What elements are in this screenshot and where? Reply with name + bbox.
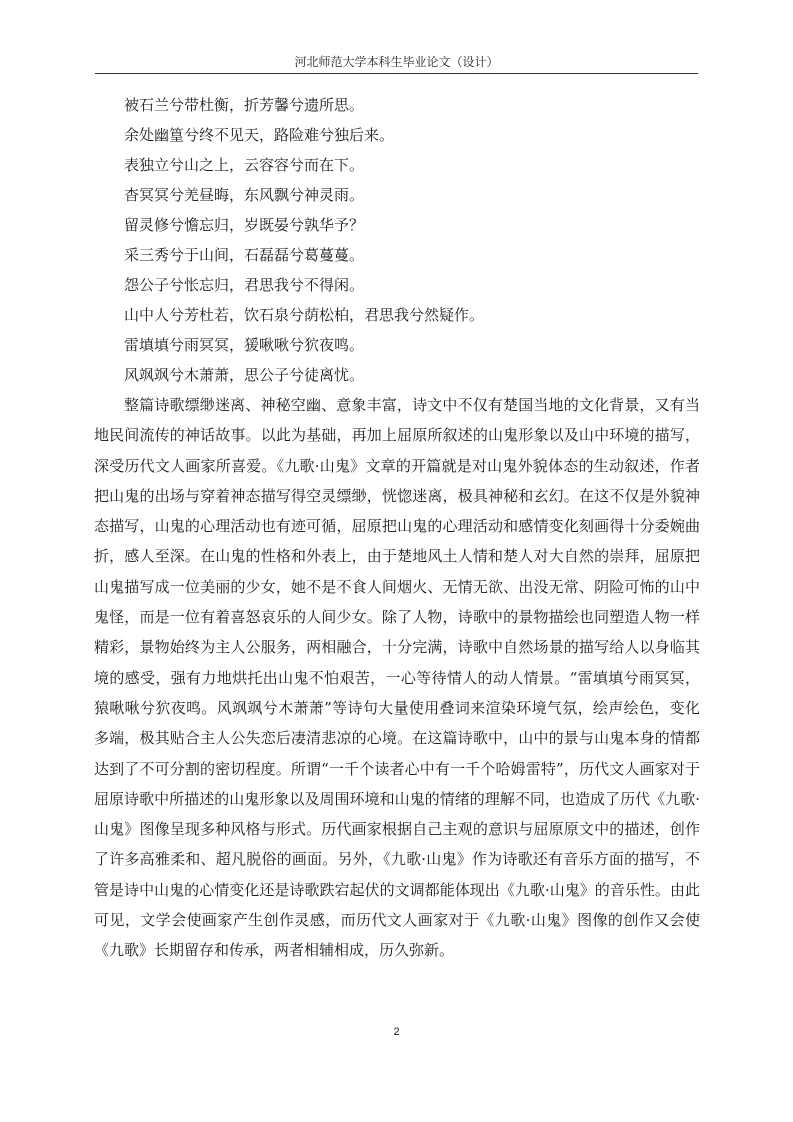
poem-line: 留灵修兮憺忘归，岁既晏兮孰华予？	[124, 216, 365, 234]
header-title: 河北师范大学本科生毕业论文（设计）	[294, 55, 499, 69]
poem-line: 山中人兮芳杜若，饮石泉兮荫松柏，君思我兮然疑作。	[124, 306, 485, 324]
poem-line: 杳冥冥兮羌昼晦，东风飘兮神灵雨。	[124, 186, 365, 204]
poem-line: 采三秀兮于山间，石磊磊兮葛蔓蔓。	[124, 246, 365, 264]
poem-line: 雷填填兮雨冥冥，猨啾啾兮狖夜鸣。	[124, 336, 365, 354]
page-number: 2	[393, 1026, 400, 1038]
poem-block	[124, 90, 704, 390]
poem-line: 怨公子兮怅忘归，君思我兮不得闲。	[124, 276, 365, 294]
poem-line: 余处幽篁兮终不见天，路险难兮独后来。	[124, 126, 395, 144]
poem-line: 表独立兮山之上，云容容兮而在下。	[124, 156, 365, 174]
body-paragraph: 整篇诗歌缥缈迷离、神秘空幽、意象丰富，诗文中不仅有楚国当地的文化背景，又有当地民间流传的神话故事。以此为基础，再加上屈原所叙述的山鬼形象以及山中环境的描写，深受历代文人画家所喜爱。《九歌·山鬼》文章的开篇就是对山鬼外貌体态的生动叙述，作者把山鬼的出场与穿着神态描写得空灵缥缈，恍惚迷离，极具神秘和玄幻。在这不仅是外貌神态描写，山鬼的心理活动也有迹可循，屈原把山鬼的心理活动和感情变化刻画得十分委婉曲折，感人至深。在山鬼的性格和外表上，由于楚地风土人情和楚人对大自然的崇拜，屈原把山鬼描写成一位美丽的少女，她不是不食人间烟火、无情无欲、出没无常、阴险可怖的山中鬼怪，而是一位有着喜怒哀乐的人间少女。除了人物，诗歌中的景物描绘也同塑造人物一样精彩，景物始终为主人公服务，两相融合，十分完满，诗歌中自然场景的描写给人以身临其境的感受，强有力地烘托出山鬼不怕艰苦，一心等待情人的动人情景。“雷填填兮雨冥冥，猿啾啾兮狖夜鸣。风飒飒兮木萧萧”等诗句大量使用叠词来渲染环境气氛，绘声绘色，变化多端，极其贴合主人公失恋后凄清悲凉的心境。在这篇诗歌中，山中的景与山鬼本身的情都达到了不可分割的密切程度。所谓“一千个读者心中有一千个哈姆雷特”，历代文人画家对于屈原诗歌中所描述的山鬼形象以及周围环境和山鬼的情绪的理解不同，也造成了历代《九歌·山鬼》图像呈现多种风格与形式。历代画家根据自己主观的意识与屈原原文中的描述，创作了许多高雅柔和、超凡脱俗的画面。另外，《九歌·山鬼》作为诗歌还有音乐方面的描写，不管是诗中山鬼的心情变化还是诗歌跌宕起伏的文调都能体现出《九歌·山鬼》的音乐性。由此可见，文学会使画家产生创作灵感，而历代文人画家对于《九歌·山鬼》图像的创作又会使《九歌》长期留存和传承，两者相辅相成，历久弥新。	[94, 396, 700, 960]
poem-line: 被石兰兮带杜衡，折芳馨兮遗所思。	[124, 96, 365, 114]
poem-line: 风飒飒兮木萧萧，思公子兮徒离忧。	[124, 366, 365, 384]
page-header	[95, 51, 698, 74]
